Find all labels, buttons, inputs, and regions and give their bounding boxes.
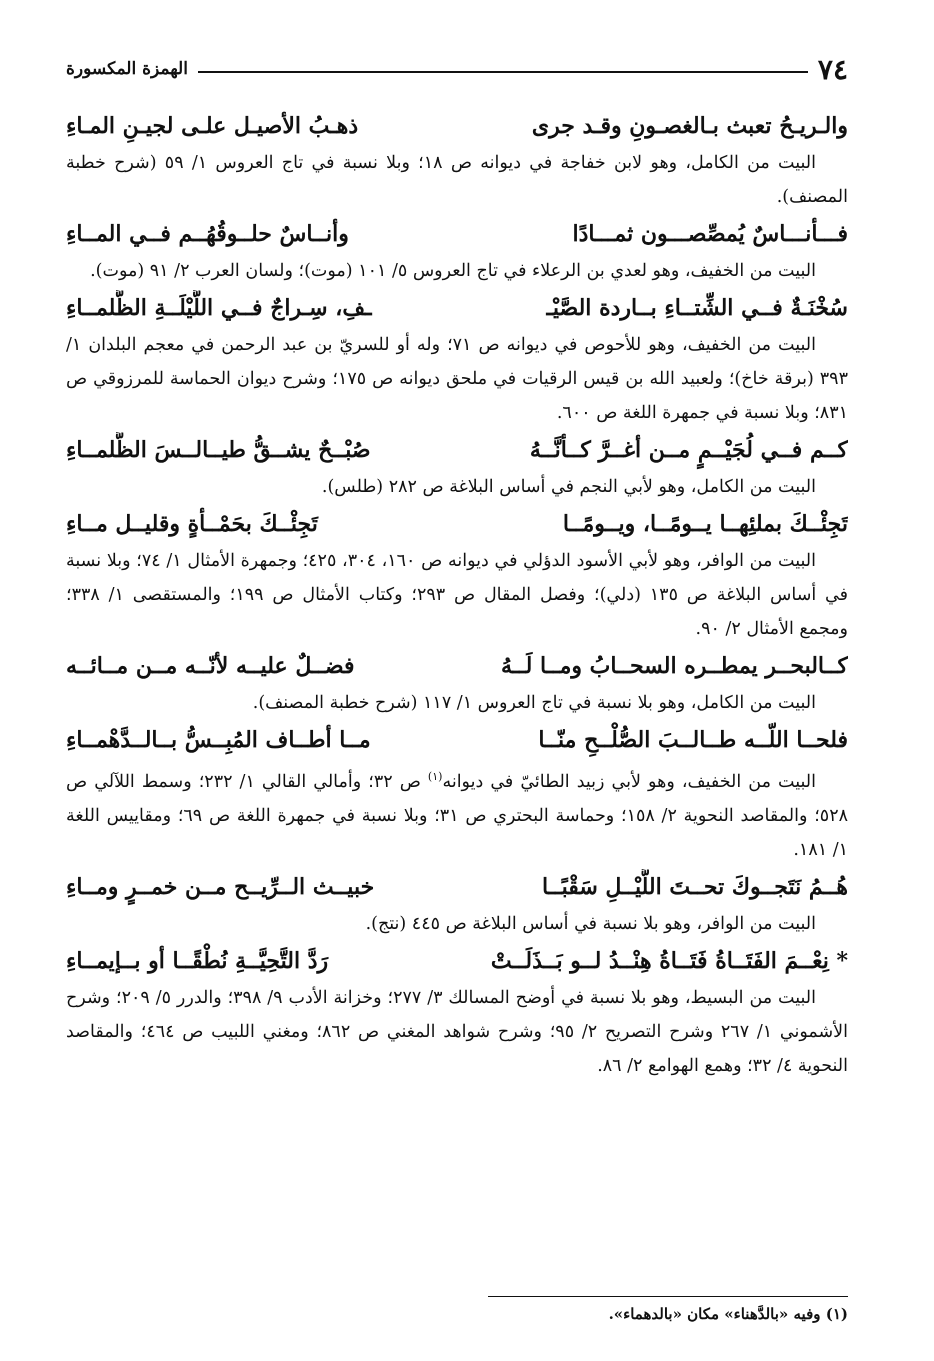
second-hemistich: رَدَّ التَّحِيَّــةِ نُطْقًــا أو بــإيمــاءِ [66,947,329,974]
verse-line [66,432,848,470]
verse-entry [66,943,848,1083]
verse-commentary: البيت من الوافر، وهو بلا نسبة في أساس البلاغة ص ٤٤٥ (نتج). [365,913,816,934]
verse-line [66,290,848,328]
commentary-text: البيت من الخفيف، وهو لأبي زبيد الطائيّ في ديوانه [442,771,816,792]
second-hemistich: فضــلٌ عليــه لأنّــه مــن مــائــه [66,653,355,679]
second-hemistich: ـفِ، سِـراجٌ فــي اللَّيْلَــةِ الظَّلمــاءِ [66,295,372,321]
verse-line [66,506,848,544]
first-hemistich: كــالبحــر يمطــره السحــابُ ومــا لَــهُ [500,653,848,679]
verse-entry [66,216,848,288]
first-hemistich: فـــأنـــاسٌ يُمصِّصـــون ثمـــادًا [572,221,848,247]
second-hemistich: خبيــث الــرِّيــح مــن خمــرٍ ومــاءِ [66,873,375,900]
footnote-rule [488,1296,848,1297]
first-hemistich: فلحــا اللّــه طــالــبَ الصُّلْــحِ منّــا [538,727,848,753]
verse-entry [66,506,848,646]
verse-entry [66,290,848,430]
page-content [66,108,848,1085]
verse-entry [66,722,848,867]
first-hemistich: تَجِئْــكَ بملئِهــا يــومًــا، ويــومًــا [562,511,848,537]
verse-commentary: البيت من الخفيف، وهو لعدي بن الرعلاء في تاج العروس ٥/ ١٠١ (موت)؛ ولسان العرب ٢/ ٩١ (موت). [90,261,816,281]
first-hemistich: هُــمُ نَتَجــوكَ تحــتَ اللَّيْــلِ سَقْبًــا [541,873,848,900]
verse-entry [66,648,848,720]
verse-line [66,216,848,254]
verse-line [66,943,848,981]
verse-commentary: البيت من الوافر، وهو لأبي الأسود الدؤلي في ديوانه ص ١٦٠، ٣٠٤، ٤٢٥؛ وجمهرة الأمثال ١/ ٧٤؛ وبلا نسبة في أساس البلاغة ص ١٣٥ (دلي)؛ وفصل المقال ص ٢٩٣؛ وكتاب الأمثال ص ١٩٩؛ والمستقصى ١/ ٣٣٨؛ ومجمع الأمثال ٢/ ٩٠. [66,551,849,639]
verse-line [66,722,848,760]
verse-entry [66,869,848,941]
first-hemistich: * نِعْــمَ الفَتَــاةُ فَتَــاةُ هِنْــدُ لــو بَــذَلَــتْ [490,947,848,974]
verse-entry [66,108,848,214]
second-hemistich: وأنــاسٌ حلــوقُهُــم فــي المــاءِ [66,221,349,247]
section-title: الهمزة المكسورة [66,59,188,79]
second-hemistich: صُبْــحٌ يشــقُّ طيــالــسَ الظَّلمــاءِ [66,437,371,463]
verse-commentary: البيت من الكامل، وهو لابن خفاجة في ديوانه ص ١٨؛ وبلا نسبة في تاج العروس ١/ ٥٩ (شرح خطبة المصنف). [66,153,848,207]
second-hemistich: مــا أطــاف المُبِــسُّ بــالــدَّهْمــاءِ [66,727,371,753]
verse-commentary: البيت من البسيط، وهو بلا نسبة في أوضح المسالك ٣/ ٢٧٧؛ وخزانة الأدب ٩/ ٣٩٨؛ والدرر ٥/ ٢٠٩؛ وشرح الأشموني ١/ ٢٦٧ وشرح التصريح ٢/ ٩٥؛ وشرح شواهد المغني ص ٨٦٢؛ ومغني اللبيب ص ٤٦٤؛ والمقاصد النحوية ٤/ ٣٢؛ وهمع الهوامع ٢/ ٨٦. [66,987,849,1076]
first-hemistich: والـريـحُ تعبث بـالغصـونِ وقـد جرى [531,113,848,139]
verse-commentary [66,760,848,867]
page-number: ٧٤ [817,52,848,86]
footnote-area [66,1296,848,1325]
footnote: (١) وفيه «بالدَّهناء» مكان «بالدهماء». [608,1305,848,1323]
page-header [66,54,848,84]
verse-entry [66,432,848,504]
first-hemistich: سُخْنَـةٌ فــي الشِّتــاءِ بــاردة الصَّيْـ [546,295,848,321]
header-rule [198,71,808,73]
verse-line [66,108,848,146]
verse-line [66,648,848,686]
verse-commentary: البيت من الخفيف، وهو للأحوص في ديوانه ص ٧١؛ وله أو للسريّ بن عبد الرحمن في معجم البلدان ١/ ٣٩٣ (برقة خاخ)؛ ولعبيد الله بن قيس الرقيات في ملحق ديوانه ص ١٧٥؛ وشرح ديوان الحماسة للمرزوقي ص ٨٣١؛ وبلا نسبة في جمهرة اللغة ص ٦٠٠. [66,335,848,423]
footnote-marker[interactable]: (١) [427,770,443,783]
verse-commentary: البيت من الكامل، وهو لأبي النجم في أساس البلاغة ص ٢٨٢ (طلس). [321,477,816,497]
verse-line [66,869,848,907]
second-hemistich: ذهـبُ الأصيـل علـى لجيـنِ المـاءِ [66,113,359,139]
first-hemistich: كــم فــي لُجَيْــمٍ مــن أغــرَّ كــأنَّــهُ [529,437,848,463]
commentary-text-continued: ص ٣٢؛ وأمالي القالي ١/ ٢٣٢؛ وسمط اللآلي ص ٥٢٨؛ والمقاصد النحوية ٢/ ١٥٨؛ وحماسة البحتري ص ٣١؛ وبلا نسبة في جمهرة اللغة ص ٦٩؛ ومقاييس اللغة ١/ ١٨١. [66,771,848,860]
verse-commentary: البيت من الكامل، وهو بلا نسبة في تاج العروس ١/ ١١٧ (شرح خطبة المصنف). [252,693,816,713]
second-hemistich: تَجِئْــكَ بحَمْــأةٍ وقليــل مــاءِ [66,511,318,537]
